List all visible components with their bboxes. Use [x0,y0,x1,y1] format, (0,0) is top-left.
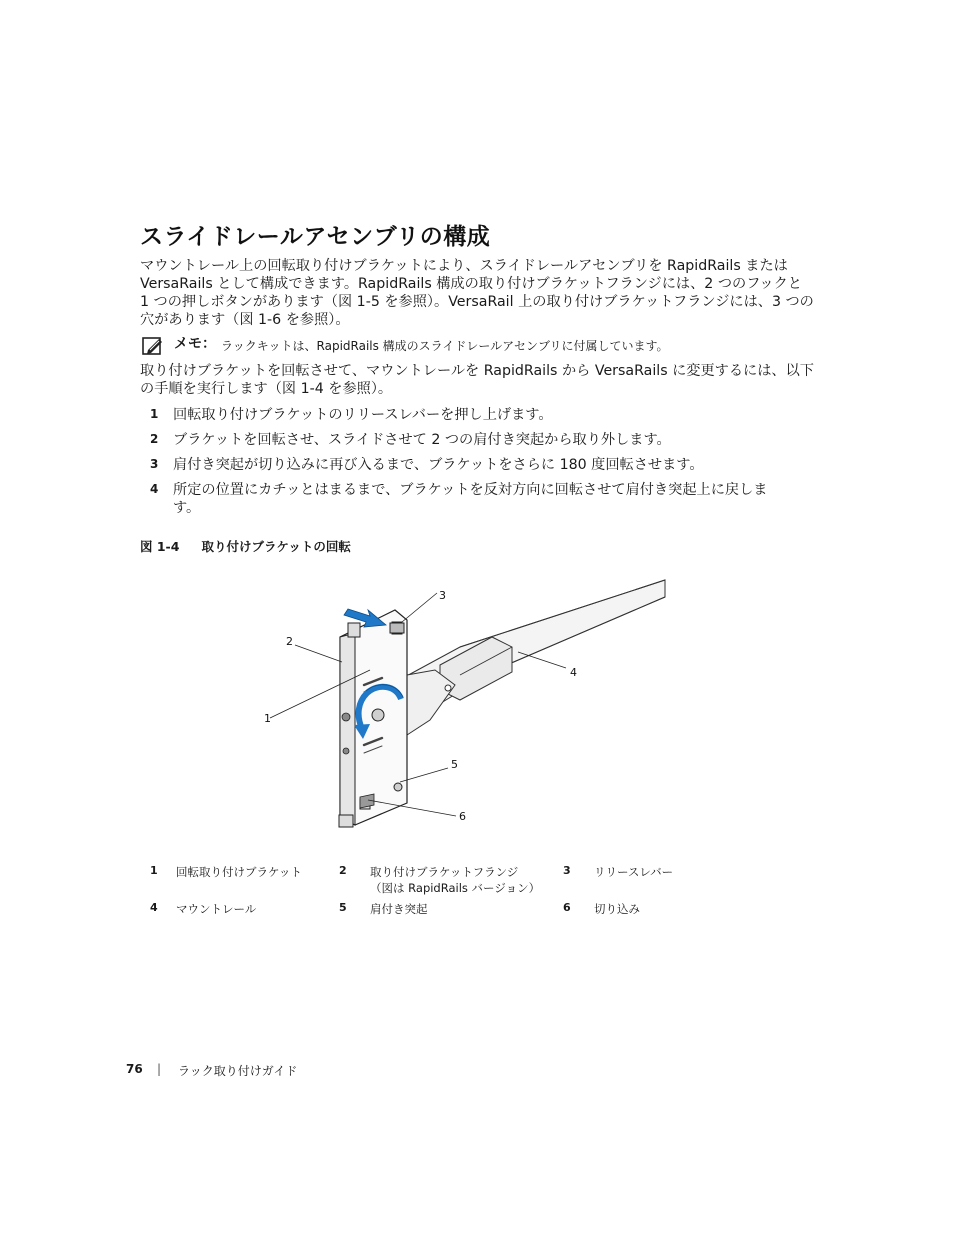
legend-text: リリースレバー [594,865,674,879]
footer-separator: | [157,1062,162,1076]
intro-paragraph: マウントレール上の回転取り付けブラケットにより、スライドレールアセンブリを RapidRails または VersaRails として構成できます。RapidRails 構成の取り付けブラケットフランジには、2 つのフックと 1 つの押しボタンがあります（図 1-5 を参照）。VersaRail 上の取り付けブラケットフランジには、3 つの穴があります（図 1-6 を参照）。 [140,258,814,328]
footer-title: ラック取り付けガイド [178,1064,298,1078]
step-text: ブラケットを回転させ、スライドさせて 2 つの肩付き突起から取り外します。 [173,432,671,448]
callout-6: 6 [459,810,466,823]
step-text: 所定の位置にカチッとはまるまで、ブラケットを反対方向に回転させて肩付き突起上に戻します。 [173,482,768,516]
bracket-hook [339,815,353,827]
step-text: 回転取り付けブラケットのリリースレバーを押し上げます。 [173,407,553,423]
step-number: 4 [150,482,159,496]
rail-hole [445,685,451,691]
procedure-intro: 取り付けブラケットを回転させて、マウントレールを RapidRails から VersaRails に変更するには、以下の手順を実行します（図 1-4 を参照）。 [140,363,814,397]
step-number: 3 [150,457,159,471]
legend-text: 肩付き突起 [370,902,428,916]
release-lever [390,623,404,633]
shoulder-stud [394,783,402,791]
figure-title: 取り付けブラケットの回転 [201,539,351,554]
legend-number: 3 [563,864,571,877]
bracket-hook [348,623,360,637]
legend-number: 5 [339,901,347,914]
rail-web [407,670,455,735]
shoulder-stud [372,709,384,721]
legend-number: 2 [339,864,347,877]
legend-text: 取り付けブラケットフランジ （図は RapidRails バージョン） [370,865,541,895]
page-footer [126,1062,298,1078]
note-label: メモ： [174,336,216,352]
figure-caption [140,537,351,555]
page-number: 76 [126,1062,143,1076]
callout-2: 2 [286,635,293,648]
note-text: ラックキットは、RapidRails 構成のスライドレールアセンブリに付属しています。 [221,339,669,353]
legend-number: 4 [150,901,158,914]
callout-4: 4 [570,666,577,679]
legend-text: 回転取り付けブラケット [176,865,302,879]
callout-5: 5 [451,758,458,771]
legend-number: 6 [563,901,571,914]
bracket-rotation-illustration [260,575,680,840]
step-text: 肩付き突起が切り込みに再び入るまで、ブラケットをさらに 180 度回転させます。 [173,457,704,473]
legend-text: マウントレール [176,902,257,916]
legend-text: 切り込み [594,902,640,916]
step-number: 2 [150,432,159,446]
pencil-note-icon [142,337,164,355]
legend-number: 1 [150,864,158,877]
callout-1: 1 [264,712,271,725]
step-number: 1 [150,407,159,421]
callout-3: 3 [439,589,446,602]
figure-number: 図 1-4 [140,539,180,554]
page-title: スライドレールアセンブリの構成 [140,224,491,250]
